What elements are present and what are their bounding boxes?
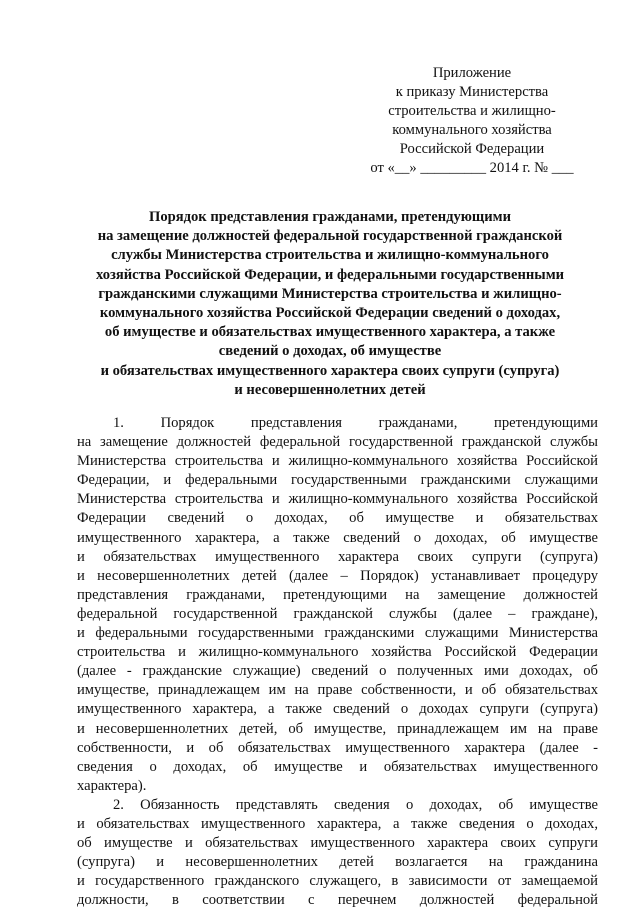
body-line: характера).: [77, 777, 147, 794]
title-line: гражданскими служащими Министерства строительства и жилищно-: [98, 285, 562, 302]
appendix-ministry-line-3: Российской Федерации: [399, 141, 545, 157]
body-line: представления гражданами, претендующими на замещение должностей: [77, 586, 598, 603]
body-line: федеральной государственной гражданской службы (далее – граждане),: [77, 605, 598, 622]
body-line: об имуществе и обязательствах имущественного характера своих супруги: [77, 835, 598, 852]
body-line: (супруга) и несовершеннолетних детей возлагается на гражданина: [77, 854, 598, 871]
body-line: и государственного гражданского служащего, в зависимости от замещаемой: [77, 873, 598, 890]
body-line: 2. Обязанность представлять сведения о доходах, об имуществе: [113, 796, 598, 813]
appendix-ministry-line-2: коммунального хозяйства: [392, 122, 552, 138]
title-line: и обязательствах имущественного характера своих супруги (супруга): [100, 362, 560, 379]
body-line: Федерации сведений о доходах, об имуществе и обязательствах: [77, 510, 598, 527]
body-line: Министерства строительства и жилищно-коммунального хозяйства Российской: [77, 491, 598, 508]
body-line: сведения о доходах, об имуществе и обязательствах имущественного: [77, 758, 598, 775]
appendix-label: Приложение: [432, 65, 512, 81]
document-title: [70, 208, 590, 400]
body-line: имуществе, принадлежащем им на праве собственности, и об обязательствах: [77, 682, 598, 699]
paragraph-1: [77, 414, 598, 796]
body-line: 1. Порядок представления гражданами, претендующими: [113, 415, 598, 431]
body-line: должности, в соответствии с перечнем должностей федеральной: [77, 892, 598, 909]
body-line: имущественного характера, а также сведений о доходах, об имуществе: [77, 529, 598, 546]
body-line: и федеральными государственными гражданскими служащими Министерства: [77, 625, 598, 642]
title-line: и несовершеннолетних детей: [234, 381, 426, 398]
title-line: коммунального хозяйства Российской Федерации сведений о доходах,: [99, 305, 561, 322]
body-line: Министерства строительства и жилищно-коммунального хозяйства Российской: [77, 453, 598, 470]
body-line: и несовершеннолетних детей (далее – Порядок) устанавливает процедуру: [77, 567, 598, 584]
appendix-header: [362, 64, 582, 178]
body-line: и обязательствах имущественного характера своих супруги (супруга): [77, 548, 598, 565]
document-body: [77, 414, 598, 910]
appendix-order-date-number: от «__» _________ 2014 г. № ___: [370, 160, 574, 176]
body-line: строительства и жилищно-коммунального хозяйства Российской Федерации: [77, 644, 598, 661]
appendix-ministry-line-1: строительства и жилищно-: [388, 103, 556, 119]
title-line: Порядок представления гражданами, претендующими: [148, 209, 512, 225]
body-line: и несовершеннолетних детей, об имуществе, принадлежащем им на праве: [77, 720, 598, 737]
title-line: хозяйства Российской Федерации, и федеральными государственными: [95, 266, 565, 283]
title-line: службы Министерства строительства и жилищно-коммунального: [111, 247, 549, 264]
body-line: (далее - гражданские служащие) сведений о полученных ими доходах, об: [77, 663, 598, 680]
body-line: имущественного характера, а также сведений о доходах супруги (супруга): [77, 701, 598, 718]
appendix-order-ref: к приказу Министерства: [395, 84, 549, 100]
body-line: на замещение должностей федеральной государственной гражданской службы: [77, 434, 598, 451]
title-line: на замещение должностей федеральной государственной гражданской: [97, 228, 563, 245]
body-line: и обязательствах имущественного характера, а также сведения о доходах,: [77, 815, 598, 832]
title-line: сведений о доходах, об имуществе: [218, 343, 442, 360]
body-line: собственности, и об обязательствах имущественного характера (далее -: [77, 739, 598, 756]
paragraph-2: [77, 796, 598, 910]
body-line: Федерации, и федеральными государственными гражданскими служащими: [77, 472, 598, 489]
title-line: об имуществе и обязательствах имущественного характера, а также: [104, 324, 556, 341]
